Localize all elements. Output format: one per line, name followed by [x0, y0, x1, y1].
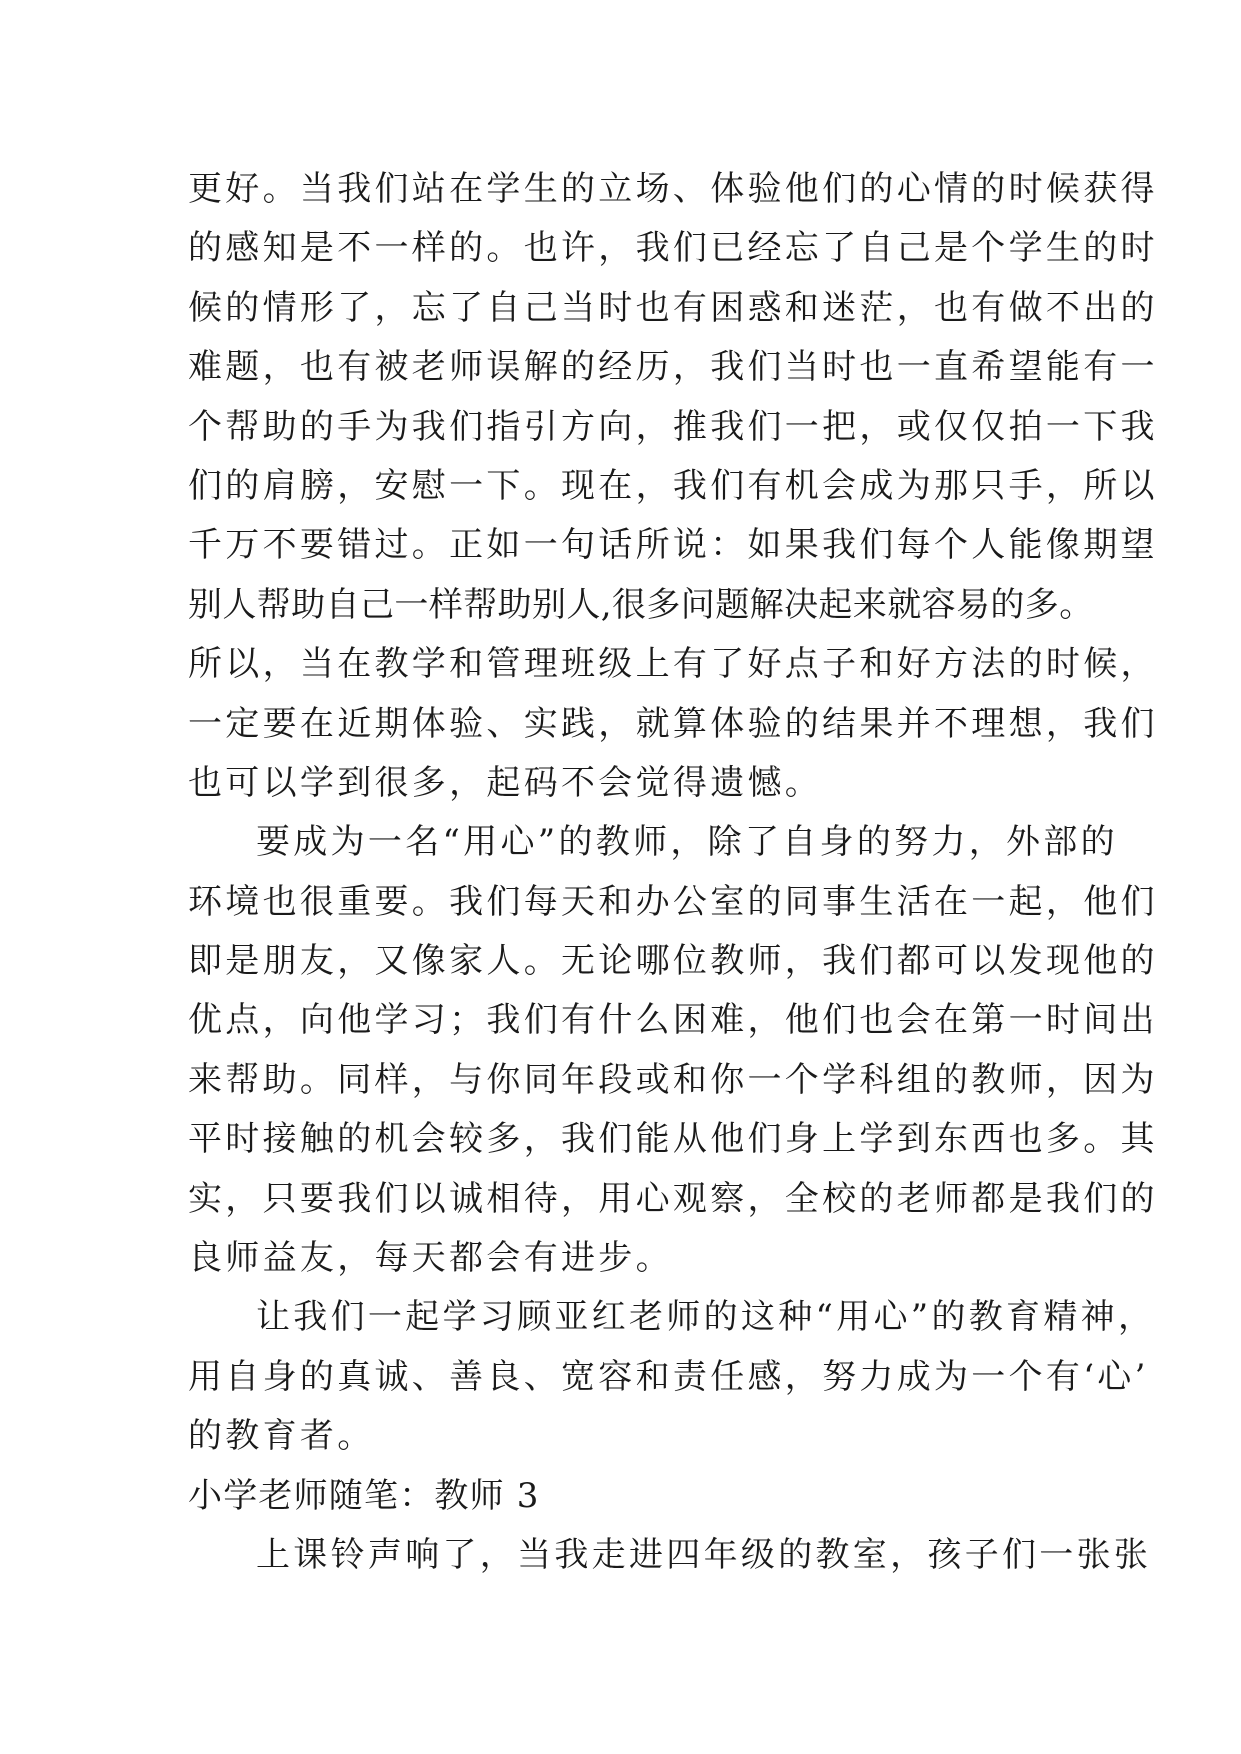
paragraph-first-line: 上课铃声响了，当我走进四年级的教室，孩子们一张张 — [256, 1534, 1152, 1575]
paragraph-first-line: 要成为一名“用心”的教师，除了自身的努力，外部的 — [256, 822, 1118, 863]
text-line: 更好。当我们站在学生的立场、体验他们的心情的时候获得 — [188, 169, 1158, 209]
text-line: 的教育者。 — [188, 1416, 375, 1457]
text-line: 即是朋友，又像家人。无论哪位教师，我们都可以发现他的 — [188, 941, 1158, 982]
text-line: 也可以学到很多，起码不会觉得遗憾。 — [188, 762, 823, 803]
text-line: 优点，向他学习；我们有什么困难，他们也会在第一时间出 — [188, 1000, 1158, 1041]
text-line: 用自身的真诚、善良、宽容和责任感，努力成为一个有‘心’ — [188, 1356, 1149, 1397]
text-line: 们的肩膀，安慰一下。现在，我们有机会成为那只手，所以 — [188, 465, 1158, 506]
text-line: 的感知是不一样的。也许，我们已经忘了自己是个学生的时 — [188, 228, 1158, 269]
text-line: 千万不要错过。正如一句话所说：如果我们每个人能像期望 — [188, 525, 1158, 566]
document-body — [188, 160, 1158, 1585]
text-line: 候的情形了，忘了自己当时也有困惑和迷茫，也有做不出的 — [188, 287, 1158, 328]
text-line: 难题，也有被老师误解的经历，我们当时也一直希望能有一 — [188, 347, 1158, 388]
text-line: 别人帮助自己一样帮助别人,很多问题解决起来就容易的多。 — [188, 584, 1094, 625]
text-line: 实，只要我们以诚相待，用心观察，全校的老师都是我们的 — [188, 1178, 1158, 1219]
paragraph-first-line: 让我们一起学习顾亚红老师的这种“用心”的教育精神， — [256, 1297, 1156, 1338]
text-line: 个帮助的手为我们指引方向，推我们一把，或仅仅拍一下我 — [188, 406, 1158, 447]
text-line: 所以，当在教学和管理班级上有了好点子和好方法的时候， — [188, 644, 1158, 685]
text-line: 环境也很重要。我们每天和办公室的同事生活在一起，他们 — [188, 881, 1158, 922]
text-line: 来帮助。同样，与你同年段或和你一个学科组的教师，因为 — [188, 1059, 1158, 1100]
text-line: 平时接触的机会较多，我们能从他们身上学到东西也多。其 — [188, 1119, 1158, 1160]
text-line: 良师益友，每天都会有进步。 — [188, 1238, 673, 1279]
text-line: 一定要在近期体验、实践，就算体验的结果并不理想，我们 — [188, 703, 1158, 744]
section-heading: 小学老师随笔：教师 3 — [188, 1475, 540, 1516]
